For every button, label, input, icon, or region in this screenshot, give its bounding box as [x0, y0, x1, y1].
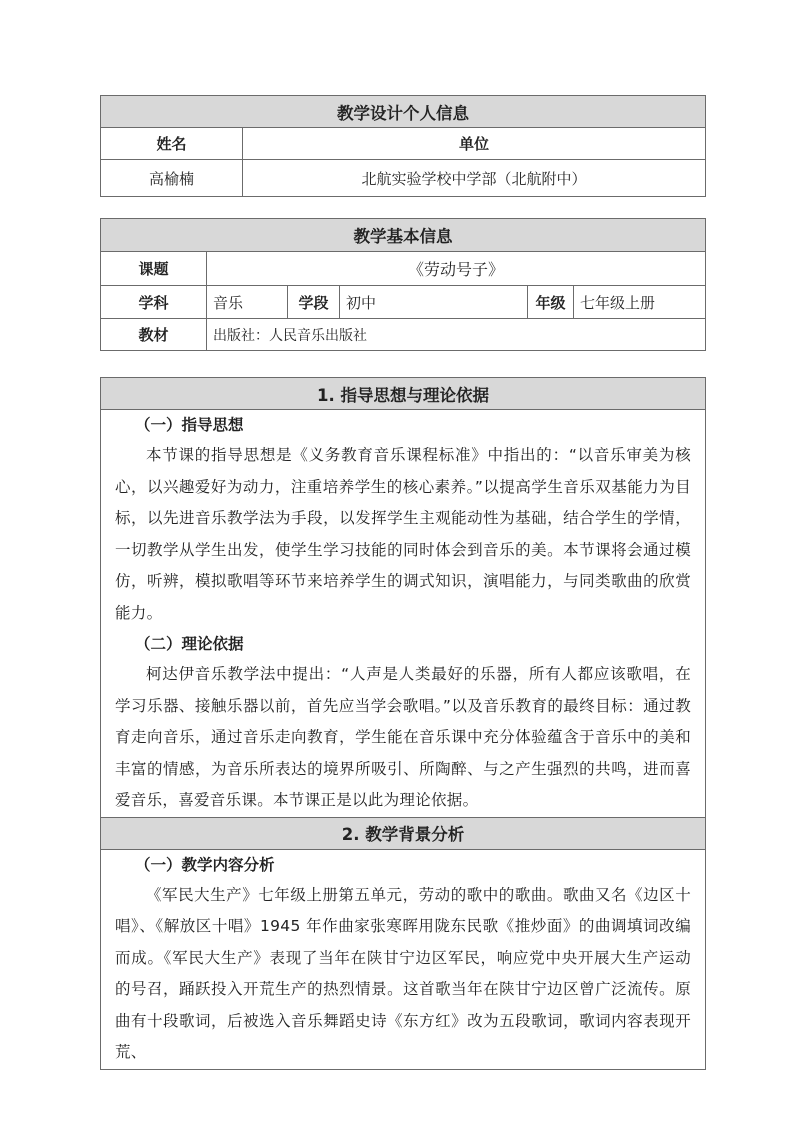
unit-label: 单位 [243, 128, 706, 160]
section2-para1: 《军民大生产》七年级上册第五单元，劳动的歌中的歌曲。歌曲又名《边区十唱》、《解放区十唱》1945 年作曲家张寒晖用陇东民歌《推炒面》的曲调填词改编而成。《军民大生产》表现了当年在陕甘宁边区军民，响应党中央开展大生产运动的号召，踊跃投入开荒生产的热烈情景。这首歌当年在陕甘宁边区曾广泛流传。原曲有十段歌词，后被选入音乐舞蹈史诗《东方红》改为五段歌词，歌词内容表现开荒、 [115, 885, 691, 1061]
section1-para1: 本节课的指导思想是《义务教育音乐课程标准》中指出的：“以音乐审美为核心，以兴趣爱好为动力，注重培养学生的核心素养。”以提高学生音乐双基能力为目标，以先进音乐教学法为手段，以发挥学生主观能动性为基础，结合学生的学情，一切教学从学生出发，使学生学习技能的同时体会到音乐的美。本节课将会通过模仿，听辨，模拟歌唱等环节来培养学生的调式知识，演唱能力，与同类歌曲的欣赏能力。 [115, 446, 691, 622]
grade-label: 年级 [528, 286, 574, 319]
section1-sub1: （一）指导思想 [135, 416, 244, 434]
section2-title: 2. 教学背景分析 [101, 817, 706, 849]
content-table [100, 377, 706, 1070]
section1-sub2: （二）理论依据 [135, 635, 244, 653]
section1-para2: 柯达伊音乐教学法中提出：“人声是人类最好的乐器，所有人都应该歌唱，在学习乐器、接触乐器以前，首先应当学会歌唱。”以及音乐教育的最终目标：通过教育走向音乐，通过音乐走向教育，学生能在音乐课中充分体验蕴含于音乐中的美和丰富的情感，为音乐所表达的境界所吸引、所陶醉、与之产生强烈的共鸣，进而喜爱音乐，喜爱音乐课。本节课正是以此为理论依据。 [115, 665, 691, 809]
stage-label: 学段 [288, 286, 340, 319]
personal-info-title: 教学设计个人信息 [101, 96, 706, 128]
basic-info-table [100, 218, 706, 351]
grade-value: 七年级上册 [574, 286, 706, 319]
subject-value: 音乐 [207, 286, 288, 319]
textbook-label: 教材 [101, 319, 207, 351]
section1-title: 1. 指导思想与理论依据 [101, 378, 706, 410]
stage-value: 初中 [340, 286, 528, 319]
basic-info-title: 教学基本信息 [101, 219, 706, 252]
name-label: 姓名 [101, 128, 243, 160]
section1-body [101, 410, 706, 818]
textbook-value: 出版社：人民音乐出版社 [207, 319, 706, 351]
personal-info-table [100, 95, 706, 197]
name-value: 高榆楠 [101, 160, 243, 197]
section2-sub1: （一）教学内容分析 [135, 855, 275, 874]
topic-value: 《劳动号子》 [207, 252, 706, 286]
section2-body [101, 849, 706, 1069]
topic-label: 课题 [101, 252, 207, 286]
unit-value: 北航实验学校中学部（北航附中） [243, 160, 706, 197]
subject-label: 学科 [101, 286, 207, 319]
